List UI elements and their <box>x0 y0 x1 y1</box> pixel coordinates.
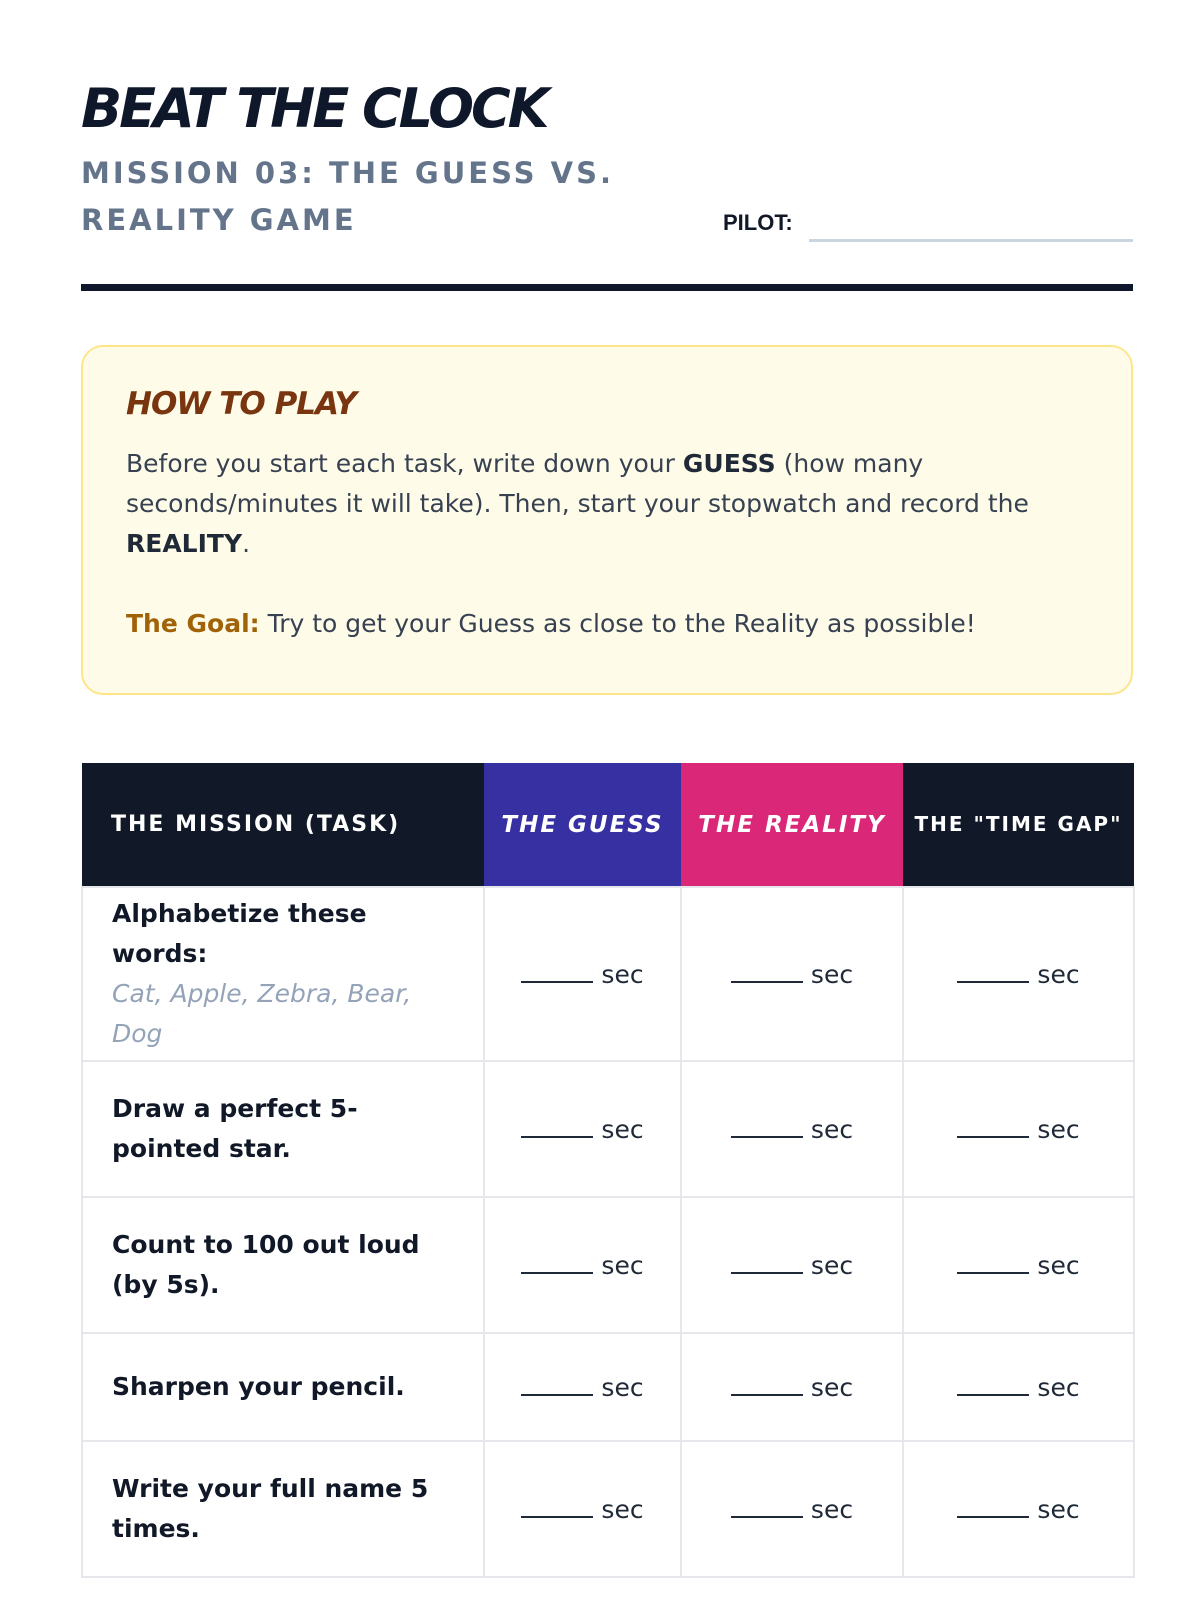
unit-label: sec <box>1037 1250 1080 1280</box>
write-in-blank[interactable] <box>957 1516 1029 1518</box>
guess-cell[interactable] <box>484 887 681 1061</box>
reality-cell[interactable] <box>681 1061 903 1197</box>
header-guess: THE GUESS <box>484 763 681 887</box>
task-text: Draw a perfect 5-pointed star. <box>112 1094 358 1163</box>
task-cell <box>82 1197 484 1333</box>
header-task: THE MISSION (TASK) <box>82 763 484 887</box>
worksheet-header <box>81 0 1133 292</box>
worksheet-subtitle: MISSION 03: THE GUESS VS. REALITY GAME <box>81 156 615 237</box>
task-text: Alphabetize these words: <box>112 899 367 968</box>
task-cell <box>82 1333 484 1441</box>
unit-label: sec <box>1037 1372 1080 1402</box>
guess-cell[interactable] <box>484 1197 681 1333</box>
instructions-part-2: (how many seconds/minutes it will take). Then, start your stopwatch and record the <box>126 449 1029 518</box>
write-in-blank[interactable] <box>957 1272 1029 1274</box>
write-in-blank[interactable] <box>731 1516 803 1518</box>
task-text: Write your full name 5 times. <box>112 1474 429 1543</box>
pilot-field <box>723 206 1133 244</box>
reality-cell[interactable] <box>681 1441 903 1577</box>
unit-label: sec <box>601 1250 644 1280</box>
header-reality: THE REALITY <box>681 763 903 887</box>
write-in-blank[interactable] <box>521 1394 593 1396</box>
goal-statement <box>126 604 1089 644</box>
task-text: Sharpen your pencil. <box>112 1372 405 1401</box>
mission-table-header <box>82 763 1134 887</box>
write-in-blank[interactable] <box>731 1272 803 1274</box>
write-in-blank[interactable] <box>957 981 1029 983</box>
reality-cell[interactable] <box>681 887 903 1061</box>
unit-label: sec <box>601 1494 644 1524</box>
how-to-play-box <box>81 345 1133 695</box>
reality-cell[interactable] <box>681 1333 903 1441</box>
task-cell <box>82 887 484 1061</box>
pilot-name-line[interactable] <box>809 212 1133 242</box>
unit-label: sec <box>1037 959 1080 989</box>
mission-table <box>81 763 1135 1578</box>
unit-label: sec <box>810 1114 854 1144</box>
unit-label: sec <box>810 1372 854 1402</box>
table-row <box>82 887 1134 1061</box>
unit-label: sec <box>810 1494 854 1524</box>
task-hint: Cat, Apple, Zebra, Bear, Dog <box>112 979 412 1048</box>
write-in-blank[interactable] <box>731 1394 803 1396</box>
unit-label: sec <box>810 1250 854 1280</box>
guess-cell[interactable] <box>484 1333 681 1441</box>
reality-keyword: REALITY <box>126 529 243 558</box>
header-divider <box>81 284 1133 291</box>
how-to-play-instructions <box>126 444 1089 564</box>
guess-cell[interactable] <box>484 1441 681 1577</box>
time-gap-cell[interactable] <box>903 1061 1134 1197</box>
table-row <box>82 1061 1134 1197</box>
task-cell <box>82 1061 484 1197</box>
goal-label: The Goal: <box>126 609 260 638</box>
unit-label: sec <box>810 959 854 989</box>
table-row <box>82 1333 1134 1441</box>
write-in-blank[interactable] <box>521 1516 593 1518</box>
write-in-blank[interactable] <box>521 1136 593 1138</box>
time-gap-cell[interactable] <box>903 887 1134 1061</box>
unit-label: sec <box>601 1372 644 1402</box>
task-cell <box>82 1441 484 1577</box>
unit-label: sec <box>1037 1494 1080 1524</box>
write-in-blank[interactable] <box>957 1136 1029 1138</box>
reality-cell[interactable] <box>681 1197 903 1333</box>
table-row <box>82 1197 1134 1333</box>
write-in-blank[interactable] <box>521 1272 593 1274</box>
how-to-play-title: HOW TO PLAY <box>126 386 356 422</box>
table-row <box>82 1441 1134 1577</box>
instructions-part-3: . <box>242 529 251 558</box>
time-gap-cell[interactable] <box>903 1197 1134 1333</box>
guess-keyword: GUESS <box>682 449 776 478</box>
write-in-blank[interactable] <box>521 981 593 983</box>
unit-label: sec <box>601 1114 644 1144</box>
write-in-blank[interactable] <box>731 981 803 983</box>
task-text: Count to 100 out loud (by 5s). <box>112 1230 420 1299</box>
worksheet-title: BEAT THE CLOCK <box>81 77 547 140</box>
pilot-label: PILOT: <box>723 210 793 235</box>
header-time-gap: THE "TIME GAP" <box>903 763 1134 887</box>
goal-text: Try to get your Guess as close to the Reality as possible! <box>259 609 976 638</box>
unit-label: sec <box>601 959 644 989</box>
write-in-blank[interactable] <box>731 1136 803 1138</box>
instructions-part-1: Before you start each task, write down your <box>126 449 683 478</box>
unit-label: sec <box>1037 1114 1080 1144</box>
time-gap-cell[interactable] <box>903 1333 1134 1441</box>
write-in-blank[interactable] <box>957 1394 1029 1396</box>
worksheet-page <box>81 0 1133 1600</box>
guess-cell[interactable] <box>484 1061 681 1197</box>
time-gap-cell[interactable] <box>903 1441 1134 1577</box>
